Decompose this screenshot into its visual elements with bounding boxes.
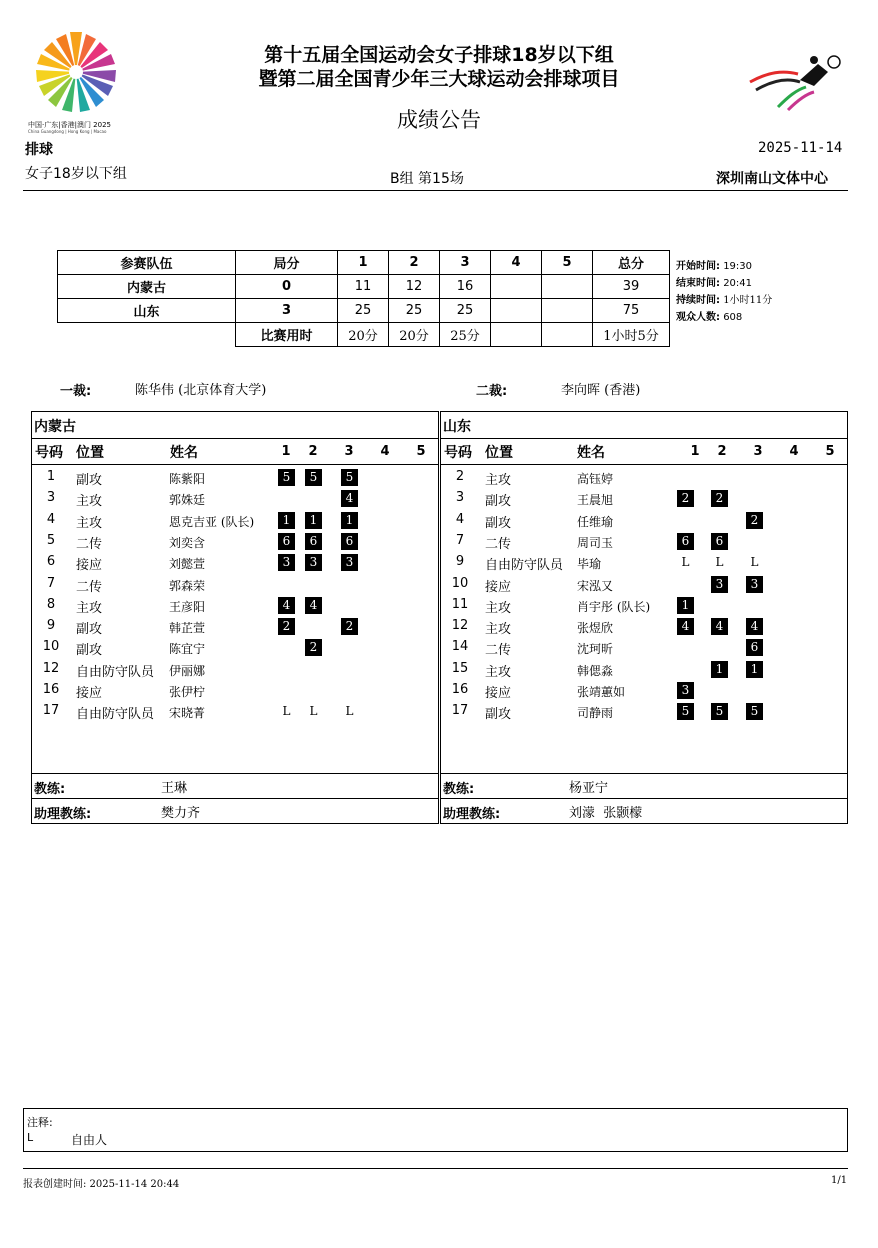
player-number: 10 [42, 639, 60, 655]
subtitle: 成绩公告 [397, 108, 481, 132]
player-name: 韩芷萱 [169, 621, 206, 636]
rotation-position: 3 [711, 576, 728, 593]
end-time: 20:41 [723, 278, 753, 289]
player-number: 2 [455, 469, 465, 484]
player-number: 1 [46, 469, 56, 484]
col-name-header: 姓名 [170, 445, 198, 461]
end-label: 结束时间: [676, 278, 720, 289]
player-name: 张靖蕙如 [577, 685, 626, 699]
group-match-label: B组 第15场 [390, 171, 464, 187]
player-row [32, 509, 438, 530]
rotation-position: 6 [677, 533, 694, 550]
roster-divider [32, 438, 438, 439]
logo-caption: 中国·广东|香港|澳门 2025 [28, 121, 111, 129]
set-duration: 20分 [338, 323, 389, 347]
player-position: 副攻 [76, 622, 103, 638]
team-roster [31, 411, 439, 824]
player-number: 3 [46, 490, 56, 506]
score-row-team1 [58, 275, 670, 299]
player-position: 副攻 [485, 707, 512, 723]
player-position: 接应 [485, 579, 512, 595]
rotation-position: 2 [278, 618, 295, 635]
notes-key: L [27, 1131, 34, 1144]
player-position: 二传 [76, 536, 103, 552]
player-name: 刘懿萱 [169, 557, 206, 572]
rotation-position: 4 [278, 597, 295, 614]
player-number: 15 [451, 660, 469, 676]
player-name: 郭姝廷 [169, 493, 206, 508]
player-name: 恩克吉亚 (队长) [169, 514, 255, 529]
player-position: 自由防守队员 [76, 664, 155, 680]
rotation-position: 6 [711, 533, 728, 550]
col-set-header: 4 [789, 444, 799, 459]
player-name: 张伊柠 [169, 685, 206, 699]
player-number: 7 [46, 575, 56, 591]
assistant-coach-label: 助理教练: [443, 807, 501, 822]
player-number: 9 [455, 554, 465, 570]
player-name: 刘奕含 [169, 535, 206, 550]
player-position: 副攻 [485, 494, 512, 510]
rotation-position: 2 [746, 512, 763, 529]
player-row [32, 573, 438, 594]
coach-name: 杨亚宁 [569, 781, 609, 796]
player-position: 接应 [485, 686, 512, 701]
rotation-position: 1 [677, 597, 694, 614]
rotation-position: 5 [677, 703, 694, 720]
rotation-position: 6 [746, 639, 763, 656]
player-row [441, 551, 847, 572]
score-header-total: 总分 [593, 251, 670, 275]
score-set: 16 [440, 275, 491, 299]
libero-marker: L [309, 704, 318, 719]
player-name: 王晨旭 [577, 493, 614, 508]
libero-marker: L [750, 555, 759, 570]
player-row [441, 700, 847, 721]
rotation-position: 3 [746, 576, 763, 593]
score-header-sets: 局分 [236, 251, 338, 275]
player-position: 副攻 [76, 643, 103, 659]
set-duration: 25分 [440, 323, 491, 347]
player-name: 毕瑜 [577, 557, 602, 572]
libero-marker: L [681, 555, 690, 570]
roster-divider [32, 464, 438, 465]
rotation-position: 5 [746, 703, 763, 720]
rotation-position: 5 [305, 469, 322, 486]
set-duration [491, 323, 542, 347]
player-number: 4 [455, 511, 465, 527]
rotation-position: 2 [677, 490, 694, 507]
player-number: 10 [451, 575, 469, 591]
roster-divider [441, 773, 847, 774]
score-set [491, 275, 542, 299]
rotation-position: 1 [341, 512, 358, 529]
col-position-header: 位置 [485, 445, 513, 461]
start-label: 开始时间: [676, 261, 720, 272]
score-set: 25 [440, 299, 491, 323]
team-roster [440, 411, 848, 824]
rotation-position: 5 [341, 469, 358, 486]
player-position: 二传 [76, 579, 103, 595]
score-table [57, 250, 670, 347]
player-number: 5 [46, 532, 56, 548]
player-position: 主攻 [76, 600, 103, 616]
rotation-position: 1 [305, 512, 322, 529]
player-number: 16 [451, 682, 469, 697]
player-row [441, 509, 847, 530]
col-set-header: 3 [344, 444, 354, 459]
roster-divider [32, 798, 438, 799]
start-time: 19:30 [723, 261, 753, 272]
score-set: 25 [389, 299, 440, 323]
coach-label: 教练: [443, 782, 475, 797]
player-name: 陈紫阳 [169, 472, 206, 486]
score-header-row [58, 251, 670, 275]
rotation-position: 3 [305, 554, 322, 571]
player-number: 4 [46, 511, 56, 527]
sport-label: 排球 [25, 142, 53, 158]
rotation-position: 4 [341, 490, 358, 507]
roster-divider [32, 773, 438, 774]
match-duration: 1小时11分 [723, 295, 773, 306]
player-number: 16 [42, 682, 60, 697]
player-row [441, 594, 847, 615]
player-row [32, 466, 438, 487]
roster-team-name: 内蒙古 [34, 419, 76, 435]
score-set: 12 [389, 275, 440, 299]
first-referee-label: 一裁: [60, 384, 92, 399]
player-row [32, 658, 438, 679]
rotation-position: 2 [711, 490, 728, 507]
rotation-position: 3 [341, 554, 358, 571]
rotation-position: 3 [677, 682, 694, 699]
player-position: 主攻 [485, 664, 512, 680]
player-position: 二传 [485, 643, 512, 659]
col-position-header: 位置 [76, 445, 104, 461]
player-number: 6 [46, 554, 56, 570]
second-referee: 李向晖 (香港) [561, 383, 641, 398]
player-row [32, 700, 438, 721]
match-info [676, 258, 772, 326]
title-line2: 暨第二届全国青少年三大球运动会排球项目 [258, 68, 620, 90]
col-set-header: 5 [825, 444, 835, 459]
player-name: 肖宇彤 (队长) [577, 599, 651, 614]
score-set [542, 299, 593, 323]
player-number: 9 [46, 618, 56, 634]
match-date: 2025-11-14 [758, 140, 843, 156]
player-position: 主攻 [485, 473, 512, 488]
player-name: 宋泓又 [577, 578, 614, 593]
libero-marker: L [282, 704, 291, 719]
footer-divider [23, 1168, 848, 1169]
roster-team-name: 山东 [443, 419, 471, 435]
player-row [32, 594, 438, 615]
player-row [32, 530, 438, 551]
player-position: 二传 [485, 536, 512, 552]
logo-caption-en: China Guangdong | Hong Kong | Macao [28, 129, 107, 134]
player-position: 接应 [76, 558, 103, 574]
coach-label: 教练: [34, 782, 66, 797]
player-number: 8 [46, 596, 56, 612]
roster-divider [441, 464, 847, 465]
coach-name: 王琳 [161, 781, 188, 796]
score-set [542, 275, 593, 299]
player-position: 自由防守队员 [485, 558, 564, 574]
score-row-team2 [58, 299, 670, 323]
player-row [441, 679, 847, 700]
category-label: 女子18岁以下组 [25, 166, 127, 182]
player-name: 任维瑜 [577, 514, 614, 529]
rotation-position: 4 [711, 618, 728, 635]
col-set-header: 2 [717, 444, 727, 459]
rotation-position: 6 [278, 533, 295, 550]
col-set-header: 1 [690, 444, 700, 459]
roster-divider [441, 438, 847, 439]
rotation-position: 1 [278, 512, 295, 529]
player-name: 司静雨 [577, 706, 614, 721]
player-number: 14 [451, 639, 469, 655]
player-position: 副攻 [485, 515, 512, 531]
player-row [32, 551, 438, 572]
rotation-position: 3 [278, 554, 295, 571]
player-name: 韩偲淼 [577, 663, 614, 678]
total-duration: 1小时5分 [593, 323, 670, 347]
second-referee-label: 二裁: [476, 384, 508, 399]
player-row [441, 658, 847, 679]
col-set-header: 2 [308, 444, 318, 459]
player-name: 陈宜宁 [169, 642, 206, 657]
player-name: 张煜欣 [577, 621, 614, 636]
col-set-header: 4 [380, 444, 390, 459]
player-position: 主攻 [485, 622, 512, 638]
spectators-label: 观众人数: [676, 312, 720, 323]
col-number-header: 号码 [35, 445, 63, 461]
assistant-coach-name: 樊力齐 [161, 806, 201, 821]
score-total: 75 [593, 299, 670, 323]
player-row [441, 573, 847, 594]
score-header-set1: 1 [338, 251, 389, 275]
score-set: 11 [338, 275, 389, 299]
player-position: 主攻 [76, 494, 103, 510]
score-set [491, 299, 542, 323]
duration-row [58, 323, 670, 347]
col-number-header: 号码 [444, 445, 472, 461]
player-position: 主攻 [76, 515, 103, 531]
player-number: 17 [451, 703, 469, 719]
player-row [32, 636, 438, 657]
header-divider [23, 190, 848, 191]
venue-label: 深圳南山文体中心 [716, 171, 828, 187]
notes-meaning: 自由人 [71, 1133, 108, 1147]
player-position: 主攻 [485, 600, 512, 616]
libero-marker: L [715, 555, 724, 570]
empty-cell [58, 323, 236, 347]
score-total: 39 [593, 275, 670, 299]
assistant-coach-name: 刘濛 张颢檬 [569, 806, 643, 821]
player-name: 王彦阳 [169, 599, 206, 614]
score-team-name: 内蒙古 [58, 275, 236, 299]
player-row [441, 530, 847, 551]
libero-marker: L [345, 704, 354, 719]
player-row [441, 487, 847, 508]
notes-box [23, 1108, 848, 1152]
assistant-coach-label: 助理教练: [34, 807, 92, 822]
player-number: 12 [451, 618, 469, 634]
title-line1: 第十五届全国运动会女子排球18岁以下组 [264, 44, 614, 66]
player-name: 郭森荣 [169, 578, 206, 593]
page-number: 1/1 [831, 1175, 848, 1186]
rotation-position: 4 [746, 618, 763, 635]
duration-label: 比赛用时 [236, 323, 338, 347]
report-created: 报表创建时间: 2025-11-14 20:44 [23, 1179, 180, 1190]
rotation-position: 6 [341, 533, 358, 550]
player-row [32, 615, 438, 636]
set-duration: 20分 [389, 323, 440, 347]
player-row [441, 466, 847, 487]
score-header-set3: 3 [440, 251, 491, 275]
rotation-position: 1 [711, 661, 728, 678]
rotation-position: 4 [305, 597, 322, 614]
player-number: 12 [42, 660, 60, 676]
player-row [441, 615, 847, 636]
col-set-header: 1 [281, 444, 291, 459]
col-set-header: 3 [753, 444, 763, 459]
score-team-name: 山东 [58, 299, 236, 323]
rotation-position: 2 [341, 618, 358, 635]
score-header-team: 参赛队伍 [58, 251, 236, 275]
rotation-position: 1 [746, 661, 763, 678]
score-header-set5: 5 [542, 251, 593, 275]
player-position: 副攻 [76, 473, 103, 488]
rotation-position: 2 [305, 639, 322, 656]
set-duration [542, 323, 593, 347]
player-row [32, 679, 438, 700]
player-name: 沈珂昕 [577, 642, 614, 657]
duration-info-label: 持续时间: [676, 295, 720, 306]
col-name-header: 姓名 [577, 445, 605, 461]
score-sets-won: 3 [236, 299, 338, 323]
roster-divider [441, 798, 847, 799]
player-number: 7 [455, 532, 465, 548]
score-sets-won: 0 [236, 275, 338, 299]
player-position: 接应 [76, 686, 103, 701]
first-referee: 陈华伟 (北京体育大学) [135, 383, 267, 398]
player-number: 3 [455, 490, 465, 506]
rotation-position: 4 [677, 618, 694, 635]
player-position: 自由防守队员 [76, 707, 155, 723]
player-name: 伊丽娜 [169, 663, 206, 678]
notes-label: 注释: [27, 1116, 53, 1129]
score-set: 25 [338, 299, 389, 323]
player-number: 17 [42, 703, 60, 719]
player-row [32, 487, 438, 508]
player-row [441, 636, 847, 657]
rotation-position: 5 [278, 469, 295, 486]
rotation-position: 5 [711, 703, 728, 720]
rotation-position: 6 [305, 533, 322, 550]
player-name: 高钰婷 [577, 472, 614, 486]
spectators: 608 [723, 312, 743, 323]
player-name: 周司玉 [577, 535, 614, 550]
score-header-set4: 4 [491, 251, 542, 275]
player-name: 宋晓菁 [169, 706, 206, 721]
col-set-header: 5 [416, 444, 426, 459]
player-number: 11 [451, 596, 469, 612]
score-header-set2: 2 [389, 251, 440, 275]
